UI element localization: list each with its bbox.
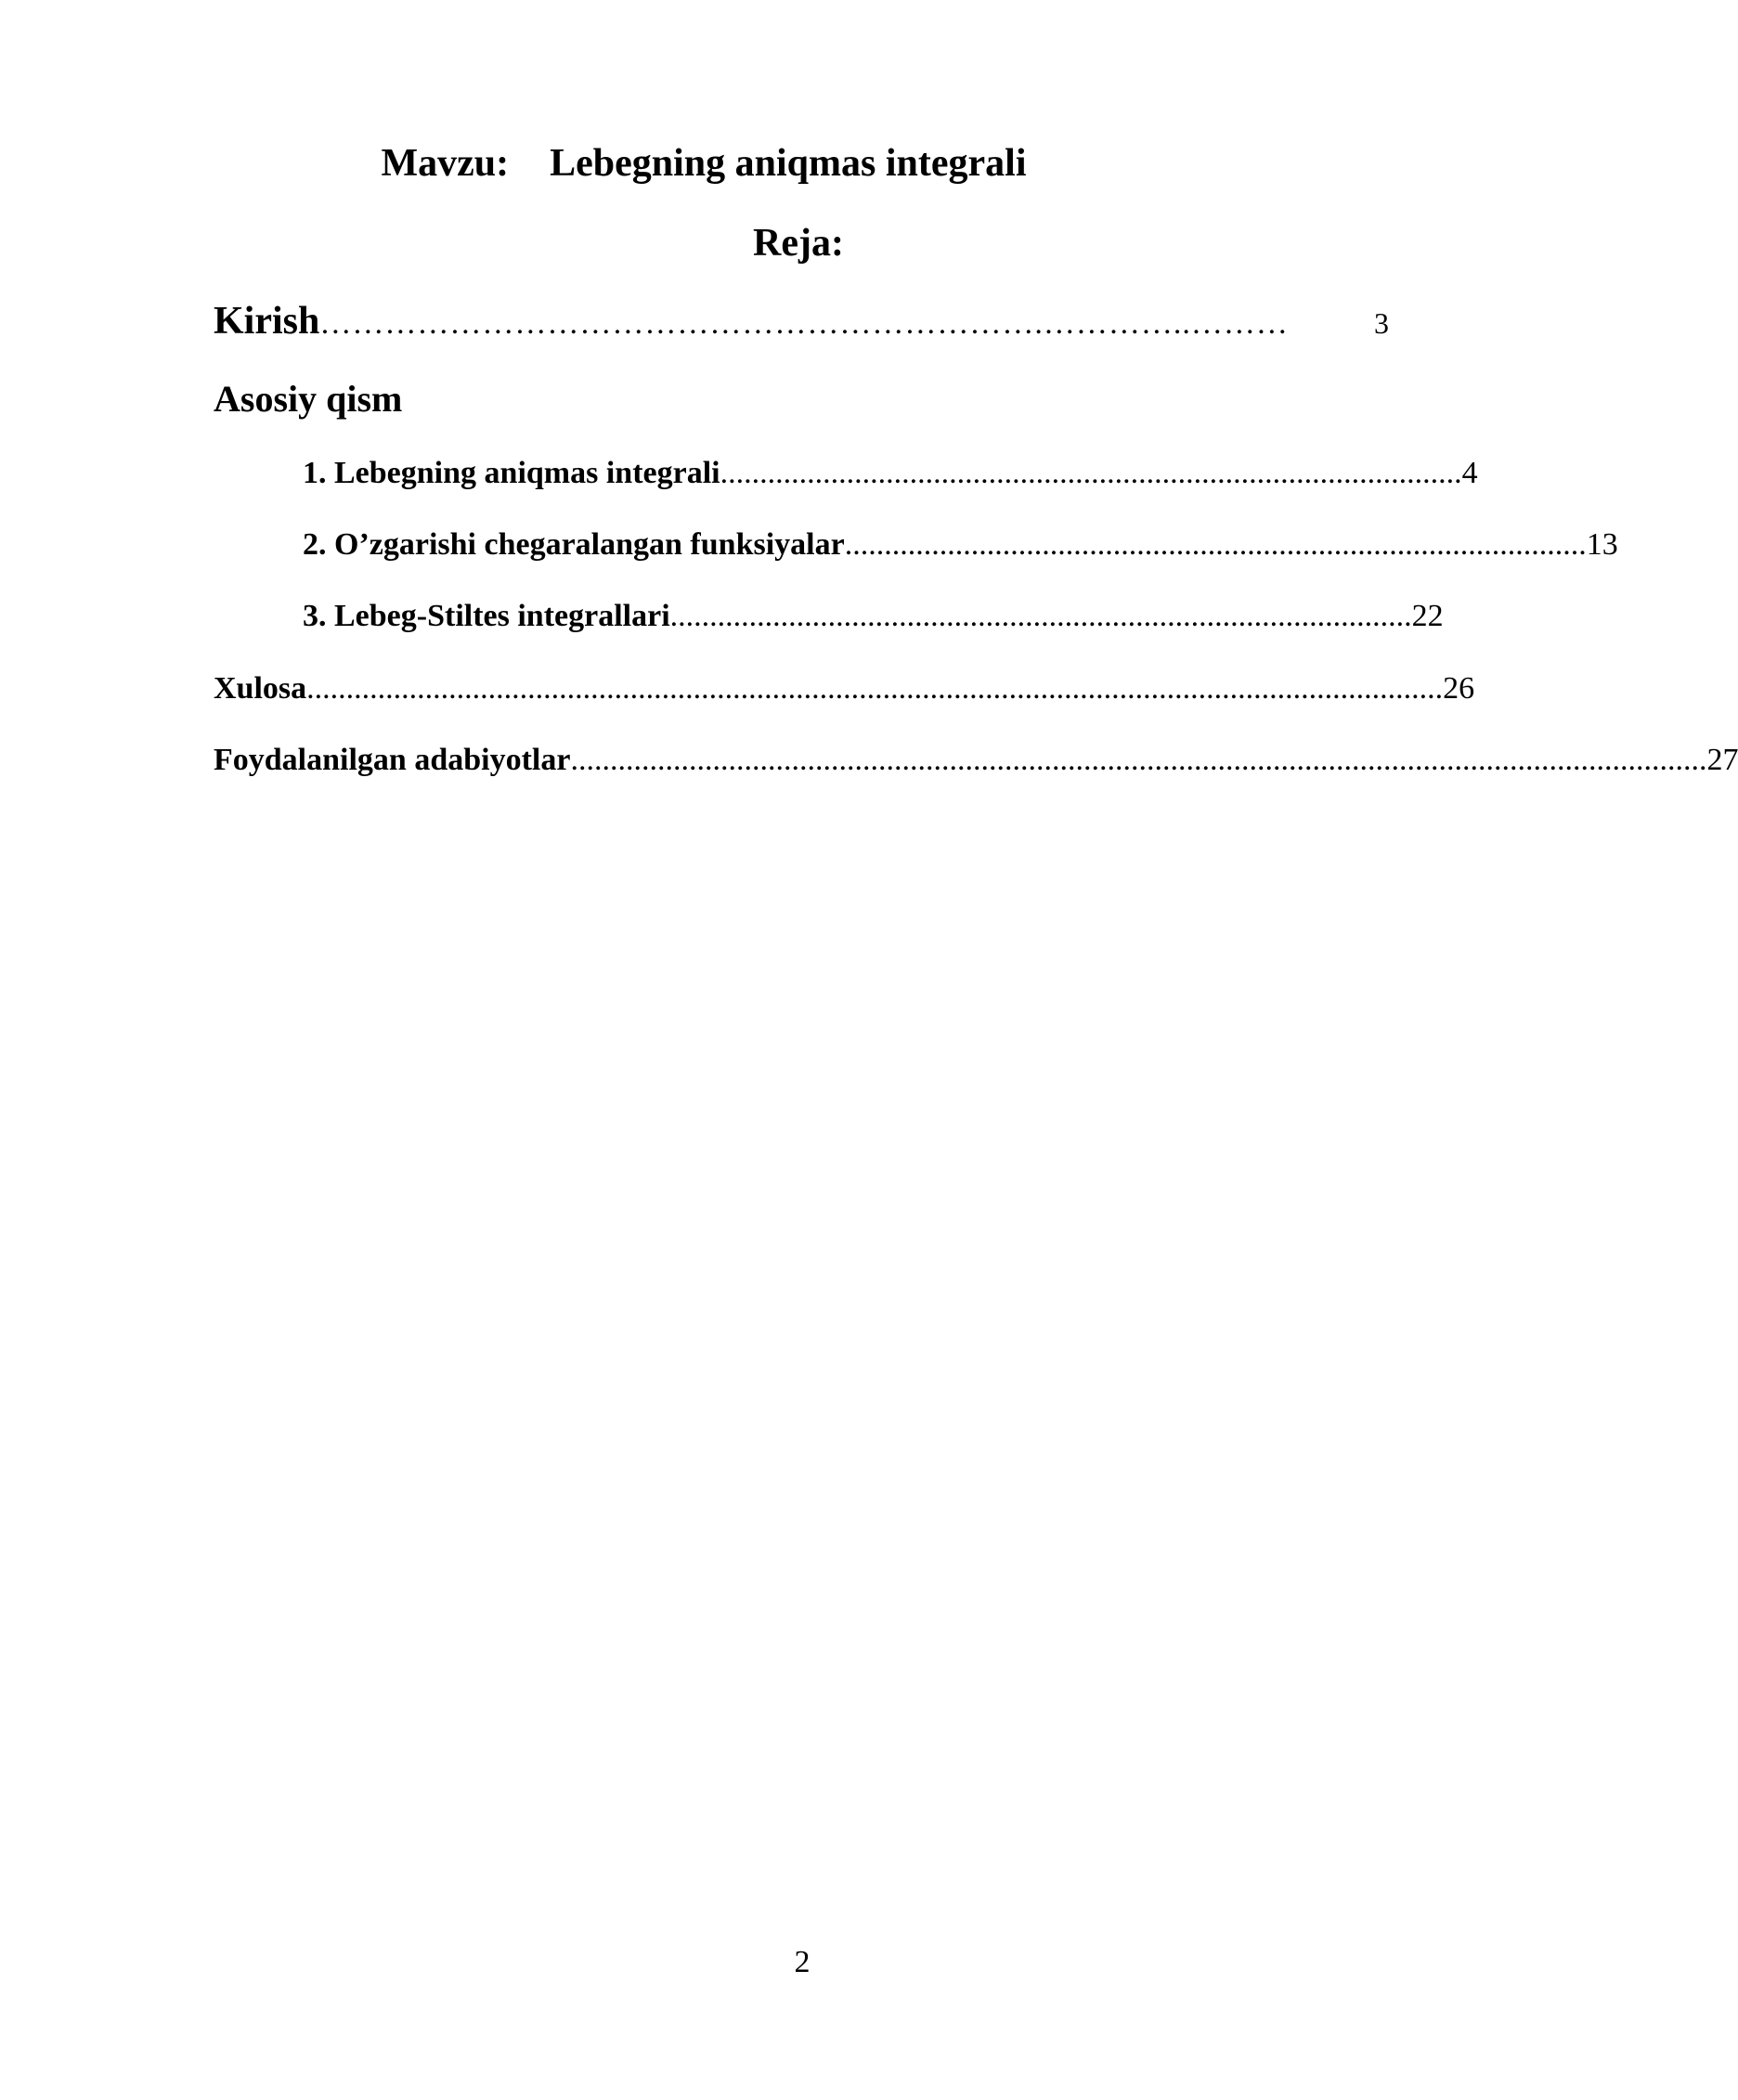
toc-dot-leader: ..............................................................................................: [720, 456, 1462, 490]
toc-entry-label: 1. Lebegning aniqmas integrali: [303, 456, 720, 490]
toc-dot-leader: ..............................................................................................: [844, 527, 1587, 562]
toc-entry-section-1: [303, 456, 1478, 491]
toc-entry-label: 2. O’zgarishi chegaralangan funksiyalar: [303, 527, 845, 562]
toc-dot-leader: ................................................................................................................................................: [306, 671, 1444, 706]
toc-dot-leader: ................................................................................................................................................: [570, 743, 1707, 777]
topic-label: Mavzu:: [381, 142, 510, 185]
plan-heading-text: Reja:: [753, 222, 844, 265]
toc-entry-adabiyotlar: [214, 743, 1738, 778]
topic-title-line: [0, 141, 1485, 186]
main-part-heading: Asosiy qism: [214, 378, 403, 420]
toc-dot-leader: ………………………………………………………….…………..………: [319, 306, 1289, 341]
topic-title: Lebegning aniqmas integrali: [550, 142, 1027, 185]
toc-page-number: 27: [1706, 743, 1738, 777]
toc-page-number: 13: [1586, 527, 1618, 562]
toc-entry-label: Foydalanilgan adabiyotlar: [214, 743, 571, 777]
toc-entry-kirish: [214, 299, 1389, 344]
toc-entry-label: Xulosa: [214, 671, 307, 706]
toc-page-number: 3: [1374, 306, 1389, 340]
toc-entry-label: 3. Lebeg-Stiltes integrallari: [303, 599, 670, 633]
toc-page-number: 26: [1443, 671, 1475, 706]
toc-entry-label: Kirish: [214, 300, 320, 343]
toc-entry-section-2: [303, 527, 1618, 563]
toc-page-number: 4: [1461, 456, 1478, 490]
page-number-text: 2: [794, 1945, 811, 1979]
toc-entry-section-3: [303, 599, 1444, 634]
toc-dot-leader: ..............................................................................................: [669, 599, 1412, 633]
toc-entry-xulosa: [214, 671, 1475, 706]
page-number: [0, 1945, 1485, 1980]
toc-page-number: 22: [1411, 599, 1444, 633]
plan-heading: [0, 221, 1485, 266]
